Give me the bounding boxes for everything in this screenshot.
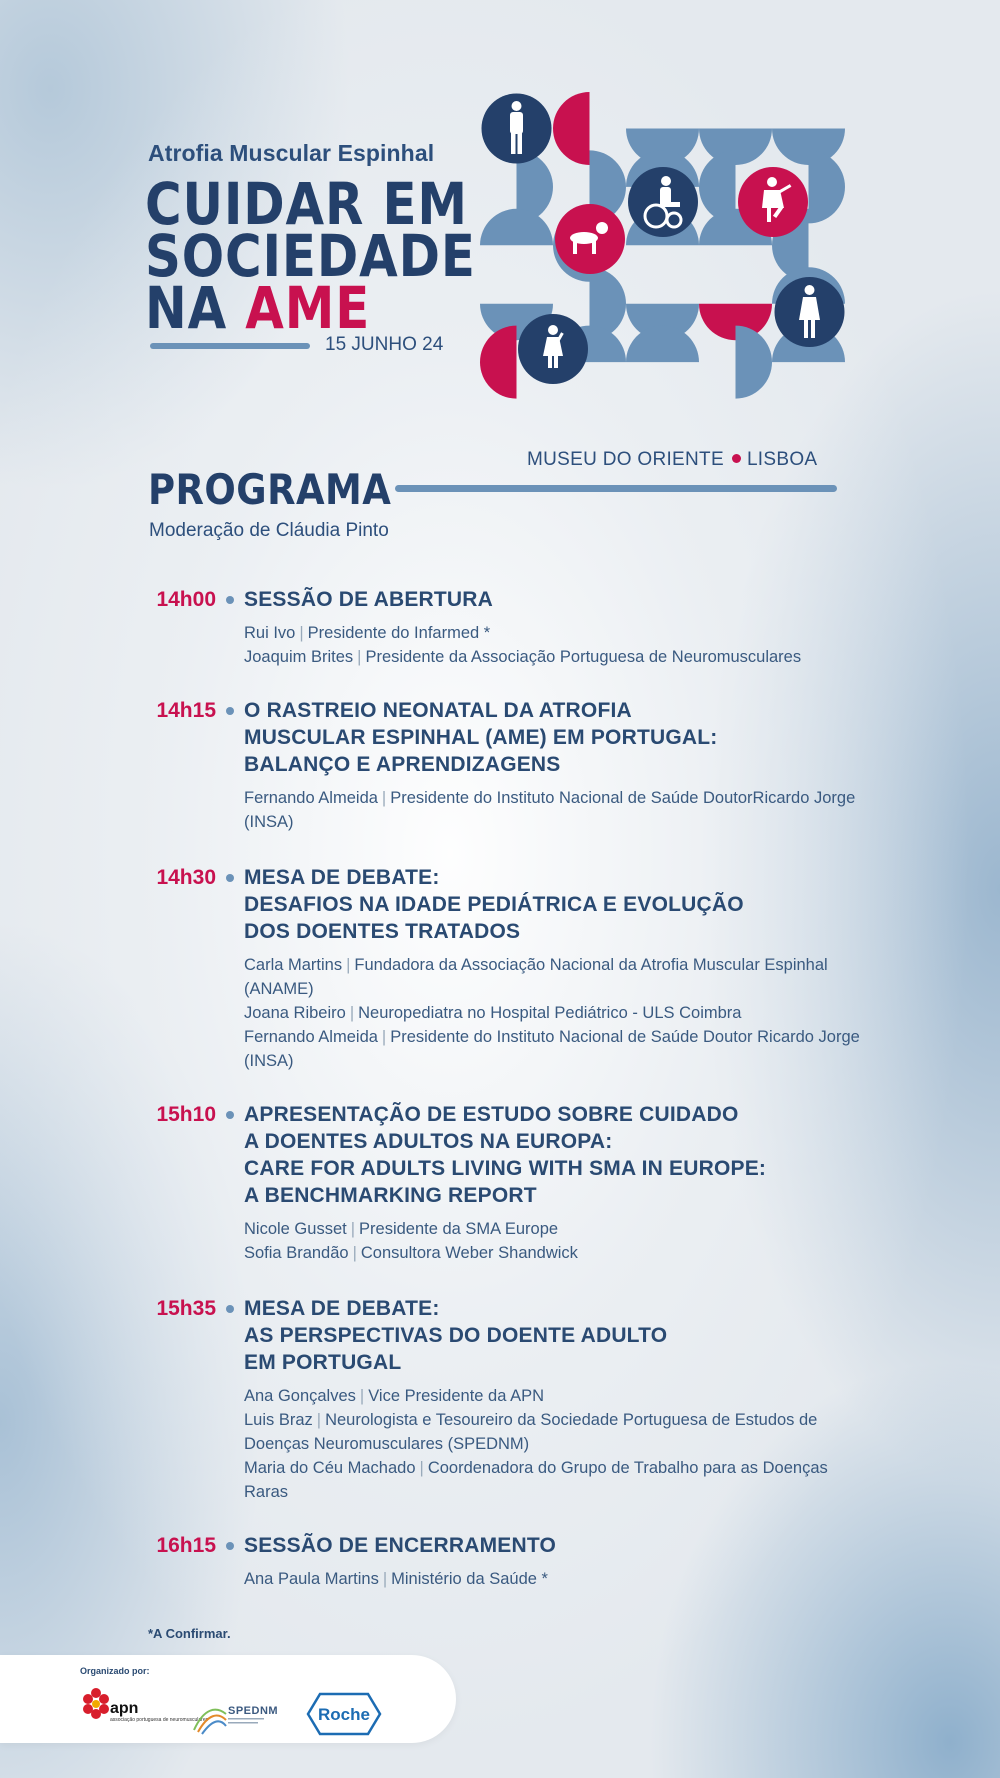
agenda-speakers — [244, 621, 864, 669]
event-title-line-3 — [145, 274, 371, 342]
organized-by-label: Organizado por: — [80, 1666, 150, 1676]
speaker-name: Carla Martins — [244, 956, 343, 974]
speaker-separator: | — [350, 1220, 356, 1238]
apn-logo-text: apn — [110, 1700, 139, 1717]
speaker — [244, 645, 864, 669]
speaker-separator: | — [299, 624, 304, 642]
speaker-role: Presidente da SMA Europe — [359, 1220, 559, 1238]
agenda-title — [244, 697, 864, 778]
agenda-title-line: APRESENTAÇÃO DE ESTUDO SOBRE CUIDADO — [244, 1103, 739, 1126]
woman-standing-icon — [775, 277, 845, 347]
speaker-name: Ana Gonçalves — [244, 1387, 356, 1405]
apn-logo-subtext: associação portuguesa de neuromusculares — [110, 1717, 209, 1723]
girl-standing-icon — [518, 314, 588, 384]
mosaic-half-circle — [480, 326, 517, 399]
event-title-line-2: SOCIEDADE — [145, 222, 476, 290]
speaker-separator: | — [419, 1459, 424, 1477]
speaker-role: Consultora Weber Shandwick — [360, 1244, 578, 1262]
agenda-time: 15h10 — [156, 1103, 216, 1126]
agenda-speakers — [244, 953, 864, 1073]
speaker-separator: | — [352, 1244, 357, 1262]
speaker-role: Neurologista e Tesoureiro da Sociedade Portuguesa de Estudos de Doenças Neuromusculares (SPEDNM) — [244, 1411, 818, 1453]
speaker-role: Presidente da Associação Portuguesa de Neuromusculares — [365, 648, 802, 666]
speaker-role: Presidente do Instituto Nacional de Saúde Doutor Ricardo Jorge (INSA) — [244, 1028, 860, 1070]
speaker-role: Vice Presidente da APN — [368, 1387, 545, 1405]
child-dancing-icon — [738, 167, 808, 237]
speaker-role: Presidente do Instituto Nacional de Saúde DoutorRicardo Jorge (INSA) — [244, 789, 856, 831]
speaker-separator: | — [316, 1411, 322, 1429]
venue-place: MUSEU DO ORIENTE — [527, 449, 724, 470]
speaker-role: Ministério da Saúde * — [391, 1570, 548, 1588]
agenda-title — [244, 1532, 864, 1559]
speaker-name: Joaquim Brites — [244, 648, 354, 666]
venue-city: LISBOA — [746, 449, 818, 470]
agenda-speakers — [244, 786, 864, 834]
bullet-dot-icon — [226, 874, 234, 882]
speaker-role: Fundadora da Associação Nacional da Atrofia Muscular Espinhal (ANAME) — [244, 956, 828, 998]
bullet-dot-icon — [226, 1542, 234, 1550]
venue-dot-icon — [732, 454, 741, 463]
bullet-dot-icon — [226, 596, 234, 604]
speaker — [244, 1217, 864, 1241]
child-crawling-icon — [555, 204, 625, 274]
speaker-separator: | — [381, 789, 387, 807]
speaker — [244, 1001, 864, 1025]
agenda-time: 14h30 — [156, 866, 216, 889]
mosaic-half-circle — [736, 326, 773, 399]
spednm-logo — [190, 1700, 286, 1736]
speaker — [244, 1241, 864, 1265]
speaker-name: Maria do Céu Machado — [244, 1459, 416, 1477]
mosaic-half-circle — [626, 326, 699, 363]
title-na: NA — [145, 274, 246, 342]
agenda-title — [244, 1295, 864, 1376]
mosaic-half-circle — [480, 209, 553, 245]
speaker-name: Joana Ribeiro — [244, 1004, 346, 1022]
agenda-title — [244, 586, 864, 613]
agenda-title-line: DESAFIOS NA IDADE PEDIÁTRICA E EVOLUÇÃO — [244, 893, 744, 916]
agenda-title-line: A DOENTES ADULTOS NA EUROPA: — [244, 1130, 613, 1153]
apn-flower-icon — [83, 1688, 109, 1719]
event-title-line-1: CUIDAR EM — [145, 170, 468, 238]
agenda-title-line: CARE FOR ADULTS LIVING WITH SMA IN EUROPE: — [244, 1157, 767, 1180]
moderator: Moderação de Cláudia Pinto — [149, 520, 389, 541]
agenda-title — [244, 1101, 864, 1209]
speaker — [244, 1567, 864, 1591]
agenda-time: 14h00 — [156, 588, 216, 611]
speaker-separator: | — [346, 956, 351, 974]
event-date: 15 JUNHO 24 — [325, 334, 444, 355]
speaker-name: Luis Braz — [244, 1411, 313, 1429]
spednm-logo-text: SPEDNM — [228, 1705, 279, 1717]
speaker-role: Presidente do Infarmed * — [307, 624, 491, 642]
agenda-title-line: MUSCULAR ESPINHAL (AME) EM PORTUGAL: — [244, 726, 718, 749]
programa-title: PROGRAMA — [148, 465, 392, 514]
bullet-dot-icon — [226, 1305, 234, 1313]
speaker-name: Fernando Almeida — [244, 1028, 378, 1046]
agenda-speakers — [244, 1384, 864, 1504]
speaker-role: Neuropediatra no Hospital Pediátrico - ULS Coimbra — [358, 1004, 742, 1022]
bullet-dot-icon — [226, 707, 234, 715]
speaker-name: Rui Ivo — [244, 624, 296, 642]
agenda-title-line: MESA DE DEBATE: — [244, 866, 440, 889]
speaker-role: Coordenadora do Grupo de Trabalho para as Doenças Raras — [244, 1459, 828, 1501]
speaker-name: Fernando Almeida — [244, 789, 378, 807]
agenda-title-line: DOS DOENTES TRATADOS — [244, 920, 521, 943]
roche-logo — [306, 1692, 382, 1736]
agenda-title-line: SESSÃO DE ABERTURA — [244, 588, 494, 611]
roche-logo-text: Roche — [318, 1705, 370, 1724]
agenda-speakers — [244, 1217, 864, 1265]
agenda-title-line: EM PORTUGAL — [244, 1351, 402, 1374]
agenda-time: 15h35 — [156, 1297, 216, 1320]
bullet-dot-icon — [226, 1111, 234, 1119]
agenda-title — [244, 864, 864, 945]
speaker — [244, 953, 864, 1001]
title-ame-highlight: AME — [245, 274, 371, 342]
agenda-title-line: MESA DE DEBATE: — [244, 1297, 440, 1320]
speaker — [244, 1456, 864, 1504]
agenda-title-line: SESSÃO DE ENCERRAMENTO — [244, 1534, 557, 1557]
wheelchair-user-icon — [628, 167, 698, 237]
speaker-name: Sofia Brandão — [244, 1244, 349, 1262]
date-divider — [150, 343, 310, 349]
speaker — [244, 621, 864, 645]
agenda-title-line: AS PERSPECTIVAS DO DOENTE ADULTO — [244, 1324, 668, 1347]
venue — [527, 449, 817, 471]
agenda-speakers — [244, 1567, 864, 1591]
footnote: *A Confirmar. — [148, 1626, 231, 1641]
speaker-separator: | — [357, 648, 362, 666]
speaker — [244, 1025, 864, 1073]
mosaic-illustration — [480, 92, 846, 386]
programa-divider — [395, 485, 837, 492]
mosaic-half-circle — [553, 92, 590, 165]
person-standing-icon — [482, 94, 552, 164]
speaker-separator: | — [359, 1387, 365, 1405]
event-subtitle: Atrofia Muscular Espinhal — [148, 140, 435, 166]
speaker-separator: | — [381, 1028, 387, 1046]
agenda-time: 16h15 — [156, 1534, 216, 1557]
speaker — [244, 786, 864, 834]
speaker-separator: | — [382, 1570, 388, 1588]
agenda-title-line: O RASTREIO NEONATAL DA ATROFIA — [244, 699, 632, 722]
apn-logo — [76, 1683, 209, 1735]
agenda-title-line: BALANÇO E APRENDIZAGENS — [244, 753, 561, 776]
speaker — [244, 1408, 864, 1456]
agenda-title-line: A BENCHMARKING REPORT — [244, 1184, 537, 1207]
agenda-time: 14h15 — [156, 699, 216, 722]
speaker-separator: | — [349, 1004, 355, 1022]
speaker-name: Ana Paula Martins — [244, 1570, 379, 1588]
speaker-name: Nicole Gusset — [244, 1220, 347, 1238]
speaker — [244, 1384, 864, 1408]
mosaic-half-circle — [809, 150, 845, 223]
